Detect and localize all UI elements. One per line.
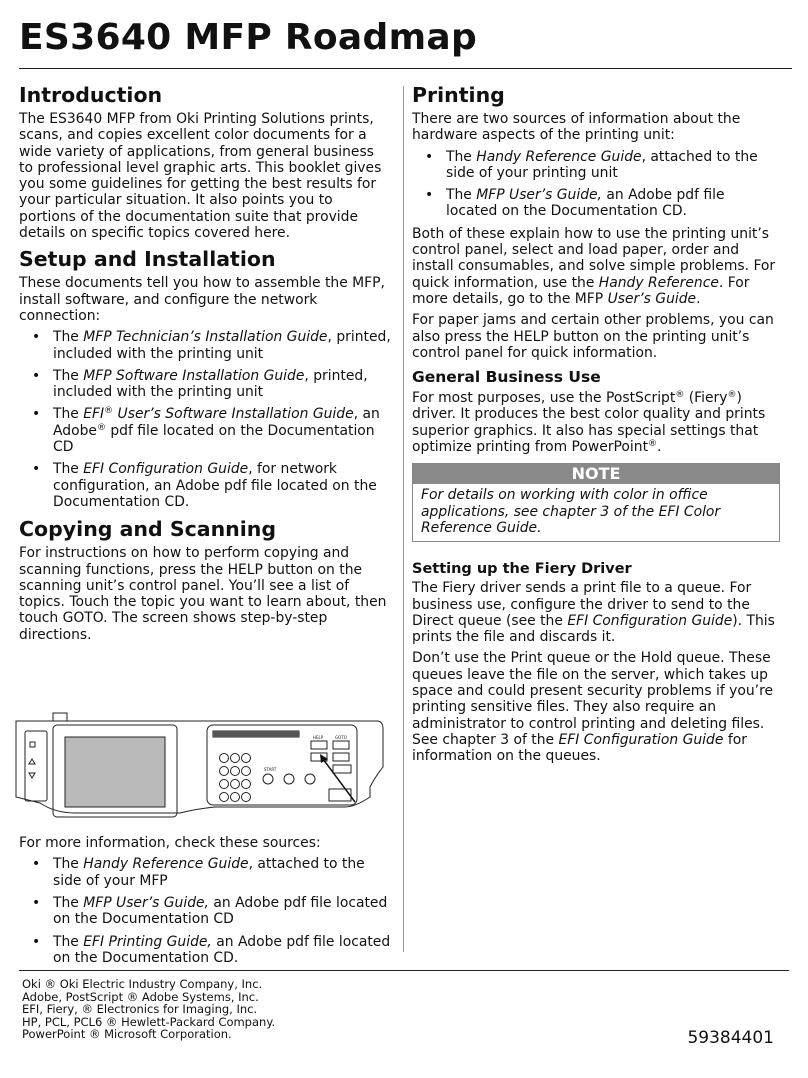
copying-section: [19, 516, 391, 966]
control-panel-illustration: [15, 697, 385, 825]
list-item: • The MFP User’s Guide, an Adobe pdf file located on the Documentation CD: [53, 895, 391, 928]
general-business-heading: General Business Use: [412, 368, 601, 387]
printing-source-list: [412, 149, 780, 220]
credit-line: HP, PCL, PCL6 ® Hewlett-Packard Company.: [22, 1014, 276, 1029]
fiery-paragraph-2: Don’t use the Print queue or the Hold queue. These queues leave the file on the server, which takes up space and could present security problems if you’re printing sensitive files. They also require an administrator to control printing and deleting files. See chapter 3 of the EFI Configuration Guide for information on the queues.: [412, 650, 774, 765]
more-info-intro: For more information, check these sources:: [19, 835, 321, 852]
list-item: • The EFI® User’s Software Installation Guide, an Adobe® pdf file located on the Documentation CD: [53, 406, 391, 455]
fiery-driver-heading: Setting up the Fiery Driver: [412, 561, 632, 578]
list-item: • The Handy Reference Guide, attached to the side of your MFP: [53, 856, 391, 889]
setup-heading: Setup and Installation: [19, 247, 276, 272]
list-item: • The EFI Printing Guide, an Adobe pdf file located on the Documentation CD.: [53, 934, 391, 967]
note-box: [412, 463, 780, 542]
footer-divider: [19, 970, 789, 971]
credit-line: EFI, Fiery, ® Electronics for Imaging, Inc.: [22, 1002, 258, 1017]
copying-heading: Copying and Scanning: [19, 517, 277, 542]
note-label: NOTE: [413, 464, 779, 484]
goto-label: GOTO: [335, 735, 347, 741]
general-business-section: [412, 367, 780, 455]
printing-body: There are two sources of information about the hardware aspects of the printing unit:: [412, 111, 741, 144]
right-column: [412, 82, 780, 770]
setup-body: These documents tell you how to assemble the MFP, install software, and configure the network connection:: [19, 275, 385, 324]
printing-paragraph-2: Both of these explain how to use the printing unit’s control panel, select and load paper, order and install consumables, and solve simple problems. For quick information, use the Handy Reference. For more details, go to the MFP User’s Guide.: [412, 225, 776, 307]
printing-heading: Printing: [412, 83, 505, 107]
introduction-section: [19, 82, 391, 241]
credit-line: Adobe, PostScript ® Adobe Systems, Inc.: [22, 989, 259, 1004]
general-business-body: For most purposes, use the PostScript® (Fiery®) driver. It produces the best color quality and prints superior graphics. It also has special settings that optimize printing from PowerPoint®.: [412, 390, 766, 456]
left-column: [19, 82, 391, 972]
help-label: HELP: [313, 735, 324, 741]
trademark-credits: [22, 978, 275, 1041]
introduction-heading: Introduction: [19, 83, 163, 107]
setup-document-list: [19, 329, 391, 510]
printing-paragraph-3: For paper jams and certain other problems, you can also press the HELP button on the printing unit’s control panel for quick information.: [412, 312, 774, 361]
start-label: START: [264, 767, 277, 773]
list-item: • The MFP Technician’s Installation Guide, printed, included with the printing unit: [53, 329, 391, 362]
note-text: For details on working with color in office applications, see chapter 3 of the EFI Color Reference Guide.: [421, 487, 721, 536]
list-item: • The MFP Software Installation Guide, printed, included with the printing unit: [53, 368, 391, 401]
fiery-paragraph-1: The Fiery driver sends a print file to a queue. For business use, configure the driver to send to the Direct queue (see the EFI Configuration Guide). This prints the file and discards it.: [412, 580, 775, 646]
column-divider: [403, 86, 404, 952]
introduction-body: The ES3640 MFP from Oki Printing Solutions prints, scans, and copies excellent color documents for a wide variety of applications, from general business to professional level graphic arts. This booklet gives you some guidelines for getting the best results for your particular situation. It also points you to portions of the documentation suite that provide details on specific topics covered here.: [19, 111, 382, 242]
credit-line: Oki ® Oki Electric Industry Company, Inc.: [22, 977, 263, 991]
page-title: ES3640 MFP Roadmap: [19, 17, 478, 58]
copying-body: For instructions on how to perform copying and scanning functions, press the HELP button on the scanning unit’s control panel. You’ll see a list of topics. Touch the topic you want to learn about, then touch GOTO. The screen shows step-by-step directions.: [19, 545, 387, 643]
setup-section: [19, 246, 391, 510]
title-divider: [19, 68, 792, 69]
list-item: • The MFP User’s Guide, an Adobe pdf file located on the Documentation CD.: [446, 187, 780, 220]
fiery-driver-section: [412, 560, 780, 764]
printing-section: [412, 82, 780, 361]
list-item: • The Handy Reference Guide, attached to the side of your printing unit: [446, 149, 780, 182]
copying-source-list: [19, 856, 391, 966]
credit-line: PowerPoint ® Microsoft Corporation.: [22, 1027, 232, 1042]
list-item: • The EFI Configuration Guide, for network configuration, an Adobe pdf file located on the Documentation CD.: [53, 461, 391, 510]
part-number: 59384401: [687, 1028, 774, 1048]
